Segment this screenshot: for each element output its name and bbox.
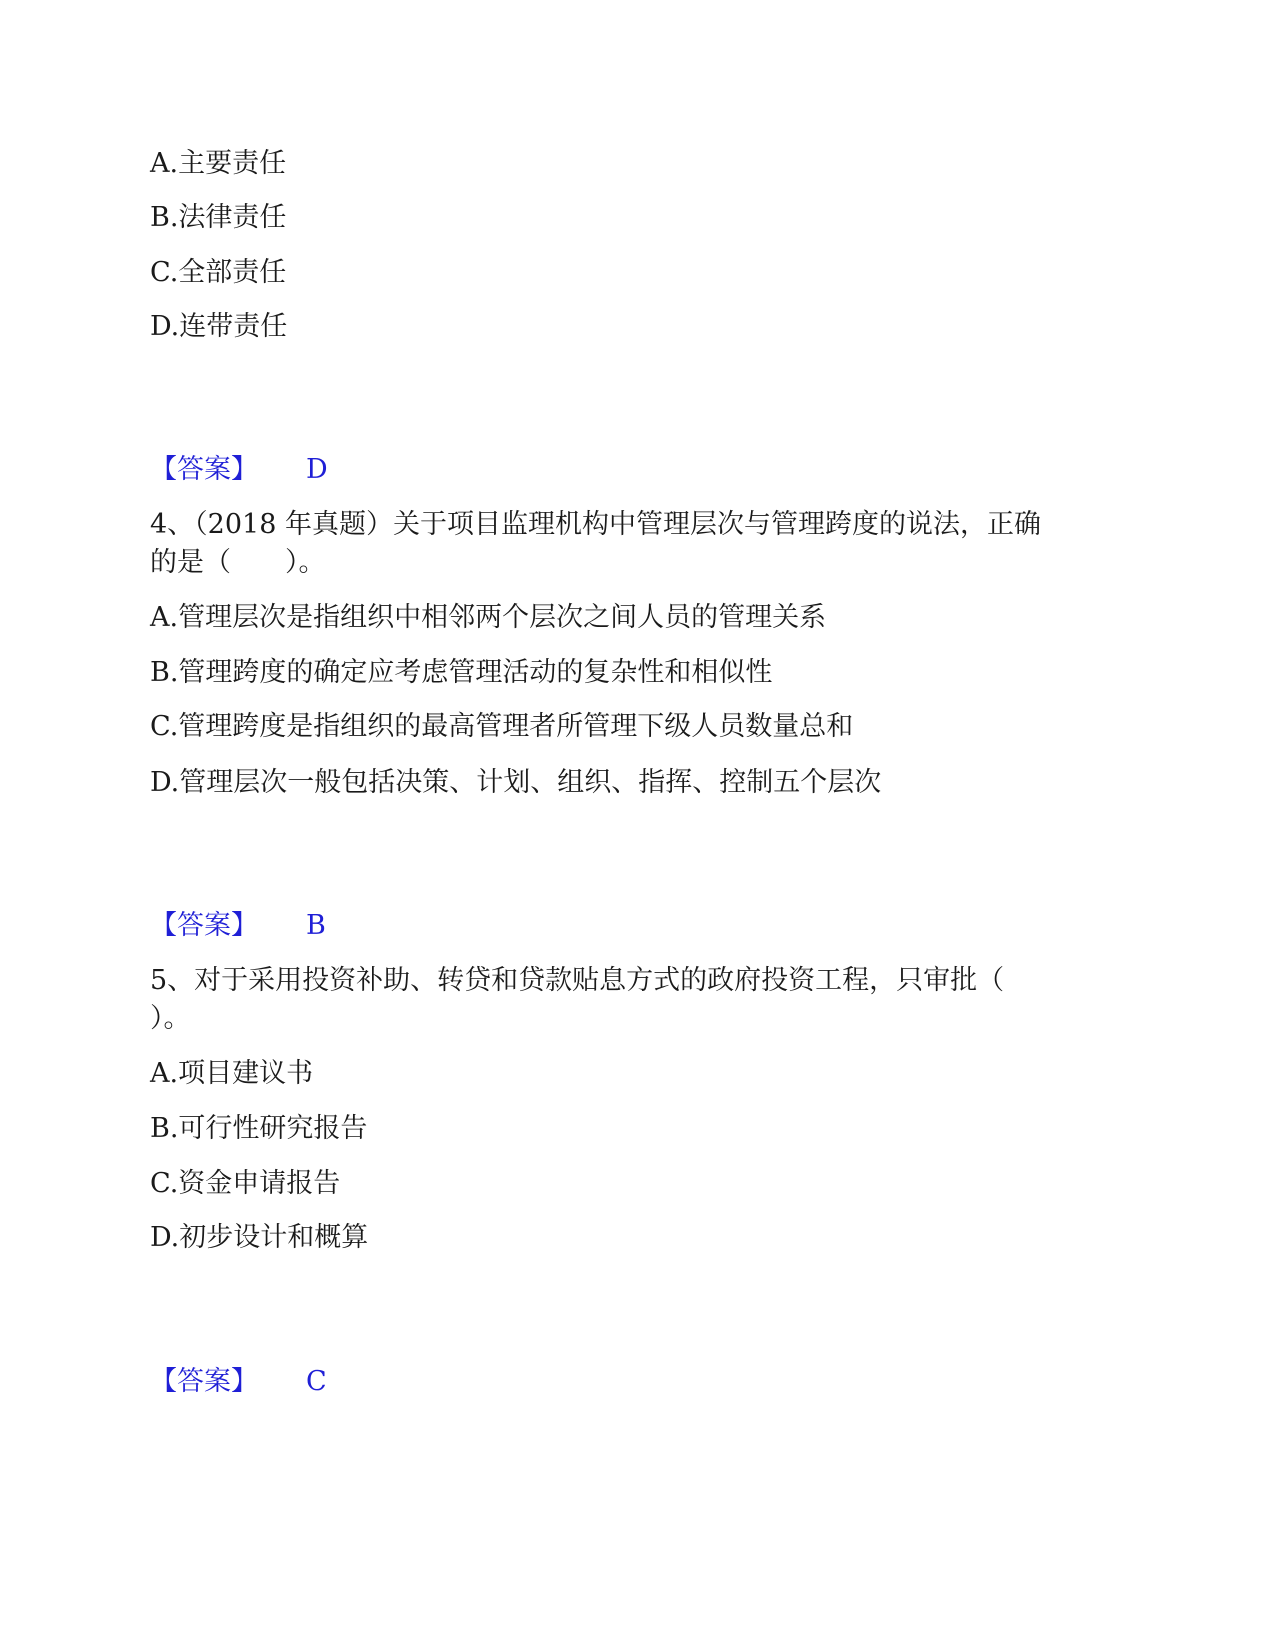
option-b: B.管理跨度的确定应考虑管理活动的复杂性和相似性 <box>150 657 773 688</box>
option-b: B.法律责任 <box>150 202 287 233</box>
answer-row <box>150 452 328 488</box>
option-b: B.可行性研究报告 <box>150 1113 368 1144</box>
answer-value: C <box>306 1366 327 1397</box>
answer-row <box>150 908 326 944</box>
option-c: C.管理跨度是指组织的最高管理者所管理下级人员数量总和 <box>150 711 854 742</box>
question-stem-continued: ）。 <box>150 1003 191 1034</box>
option-c: C.全部责任 <box>150 257 287 288</box>
option-d: D.初步设计和概算 <box>150 1222 369 1253</box>
option-d: D.连带责任 <box>150 311 288 342</box>
question-stem: 5、对于采用投资补助、转贷和贷款贴息方式的政府投资工程，只审批（ <box>150 965 1005 996</box>
answer-value: B <box>306 910 326 941</box>
question-stem-continued: 的是（ ）。 <box>150 547 326 578</box>
answer-label: 【答案】 <box>150 1366 258 1397</box>
option-a: A.主要责任 <box>150 148 287 179</box>
question-stem: 4、（2018 年真题）关于项目监理机构中管理层次与管理跨度的说法，正确 <box>150 509 1041 540</box>
option-d: D.管理层次一般包括决策、计划、组织、指挥、控制五个层次 <box>150 767 882 798</box>
answer-label: 【答案】 <box>150 454 258 485</box>
answer-label: 【答案】 <box>150 910 258 941</box>
option-a: A.项目建议书 <box>150 1058 314 1089</box>
answer-value: D <box>306 454 328 485</box>
option-c: C.资金申请报告 <box>150 1168 341 1199</box>
answer-row <box>150 1364 327 1400</box>
option-a: A.管理层次是指组织中相邻两个层次之间人员的管理关系 <box>150 602 827 633</box>
